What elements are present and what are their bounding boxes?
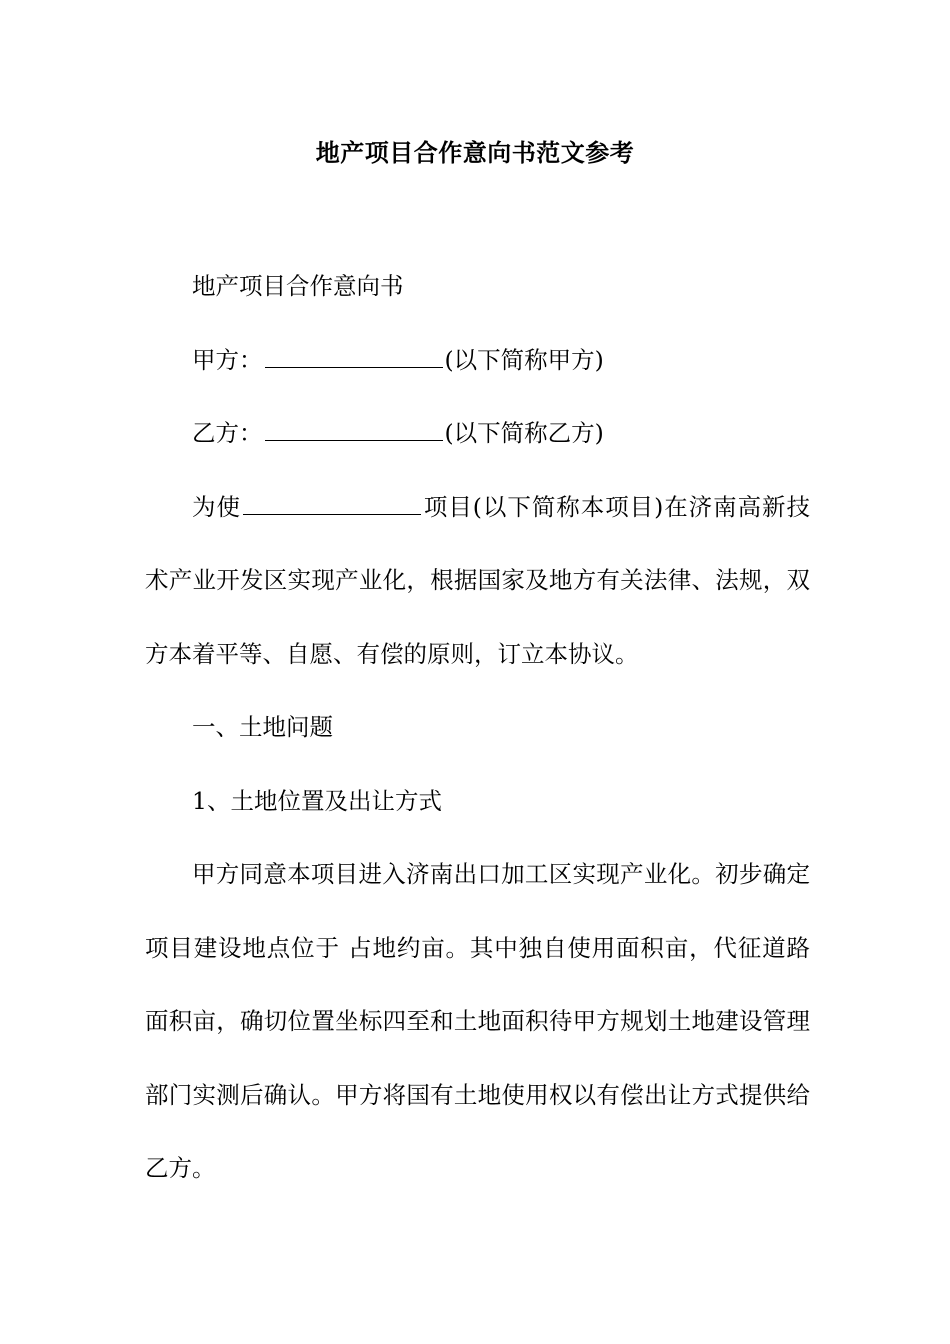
party-a-line: [145, 324, 810, 398]
document-title: 地产项目合作意向书范文参考: [315, 138, 635, 167]
project-name-blank: [243, 496, 421, 515]
party-b-suffix: (以下简称乙方): [444, 419, 604, 447]
purpose-paragraph: [145, 471, 810, 692]
party-a-blank: [265, 349, 443, 368]
document-body: [145, 250, 810, 1206]
agreement-heading: 地产项目合作意向书: [192, 272, 404, 300]
purpose-text: 项目(以下简称本项目)在济南高新技术产业开发区实现产业化，根据国家及地方有关法律、法规，双方本着平等、自愿、有偿的原则，订立本协议。: [145, 492, 811, 668]
party-b-blank: [265, 422, 443, 441]
subsection-1-heading: 1、土地位置及出让方式: [192, 786, 442, 815]
purpose-prefix: 为使: [192, 492, 241, 521]
party-a-suffix: (以下简称甲方): [444, 345, 604, 374]
section-1-heading: 一、土地问题: [192, 713, 333, 741]
subsection-1-body: 甲方同意本项目进入济南出口加工区实现产业化。初步确定项目建设地点位于 占地约亩。其中独自使用面积亩，代征道路面积亩，确切位置坐标四至和土地面积待甲方规划土地建设管理部门实测后确认。甲方将国有土地使用权以有偿出让方式提供给乙方。: [145, 860, 810, 1182]
party-b-line: [145, 397, 810, 471]
party-a-label: 甲方：: [192, 345, 263, 374]
party-b-label: 乙方：: [192, 419, 263, 447]
